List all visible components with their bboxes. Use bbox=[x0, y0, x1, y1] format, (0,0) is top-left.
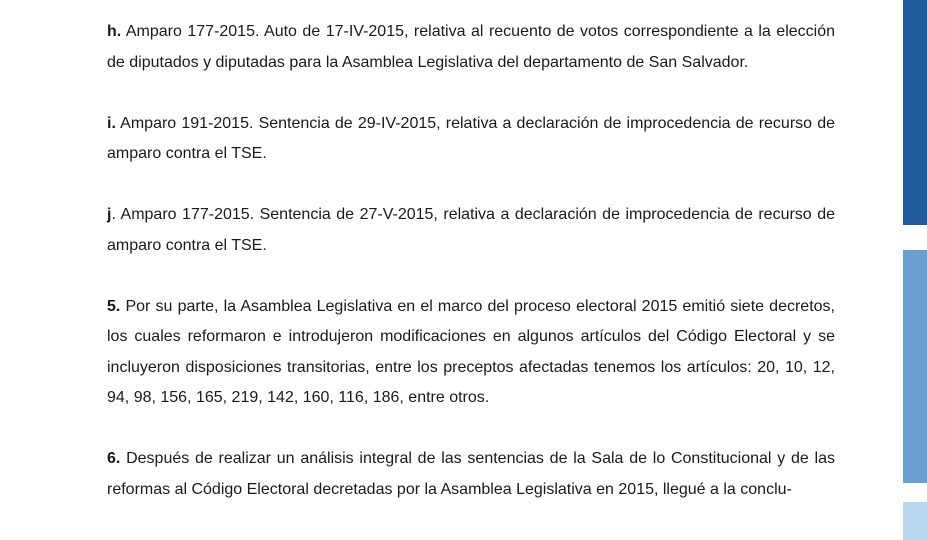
paragraph-j bbox=[107, 200, 835, 261]
paragraph-text: Amparo 191-2015. Sentencia de 29-IV-2015, relativa a declaración de improcedencia de recurso de amparo contra el TSE. bbox=[107, 114, 835, 162]
paragraph-marker: j bbox=[107, 206, 112, 223]
paragraph-marker: 5. bbox=[107, 297, 121, 315]
paragraph-5 bbox=[107, 292, 835, 414]
side-bar-dark bbox=[903, 0, 927, 225]
paragraph-marker: h. bbox=[107, 23, 122, 40]
paragraph-marker: 6. bbox=[107, 450, 121, 467]
side-bar-light bbox=[903, 502, 927, 540]
paragraph-text: Amparo 177-2015. Auto de 17-IV-2015, relativa al recuento de votos correspondiente a la elección de diputados y diputadas para la Asamblea Legislativa del departamento de San Salvador. bbox=[107, 23, 835, 71]
side-bar-mid bbox=[903, 250, 927, 483]
paragraph-i bbox=[107, 109, 835, 170]
paragraph-text: Por su parte, la Asamblea Legislativa en el marco del proceso electoral 2015 emitió siete decretos, los cuales reformaron e introdujeron modificaciones en algunos artículos del Código Electoral y se incluyeron disposiciones transitorias, entre los preceptos afectadas tenemos los artículos: 20, 10, 12, 94, 98, 156, 165, 219, 142, 160, 116, 186, entre otros. bbox=[107, 297, 835, 406]
paragraph-h bbox=[107, 17, 835, 78]
paragraph-6 bbox=[107, 444, 835, 505]
paragraph-text: Después de realizar un análisis integral de las sentencias de la Sala de lo Constitucional y de las reformas al Código Electoral decretadas por la Asamblea Legislativa en 2015, llegué a la conclu- bbox=[107, 450, 835, 498]
paragraph-text: . Amparo 177-2015. Sentencia de 27-V-2015, relativa a declaración de improcedencia de recurso de amparo contra el TSE. bbox=[107, 206, 835, 254]
paragraph-marker: i. bbox=[107, 114, 116, 132]
document-body bbox=[107, 17, 835, 536]
